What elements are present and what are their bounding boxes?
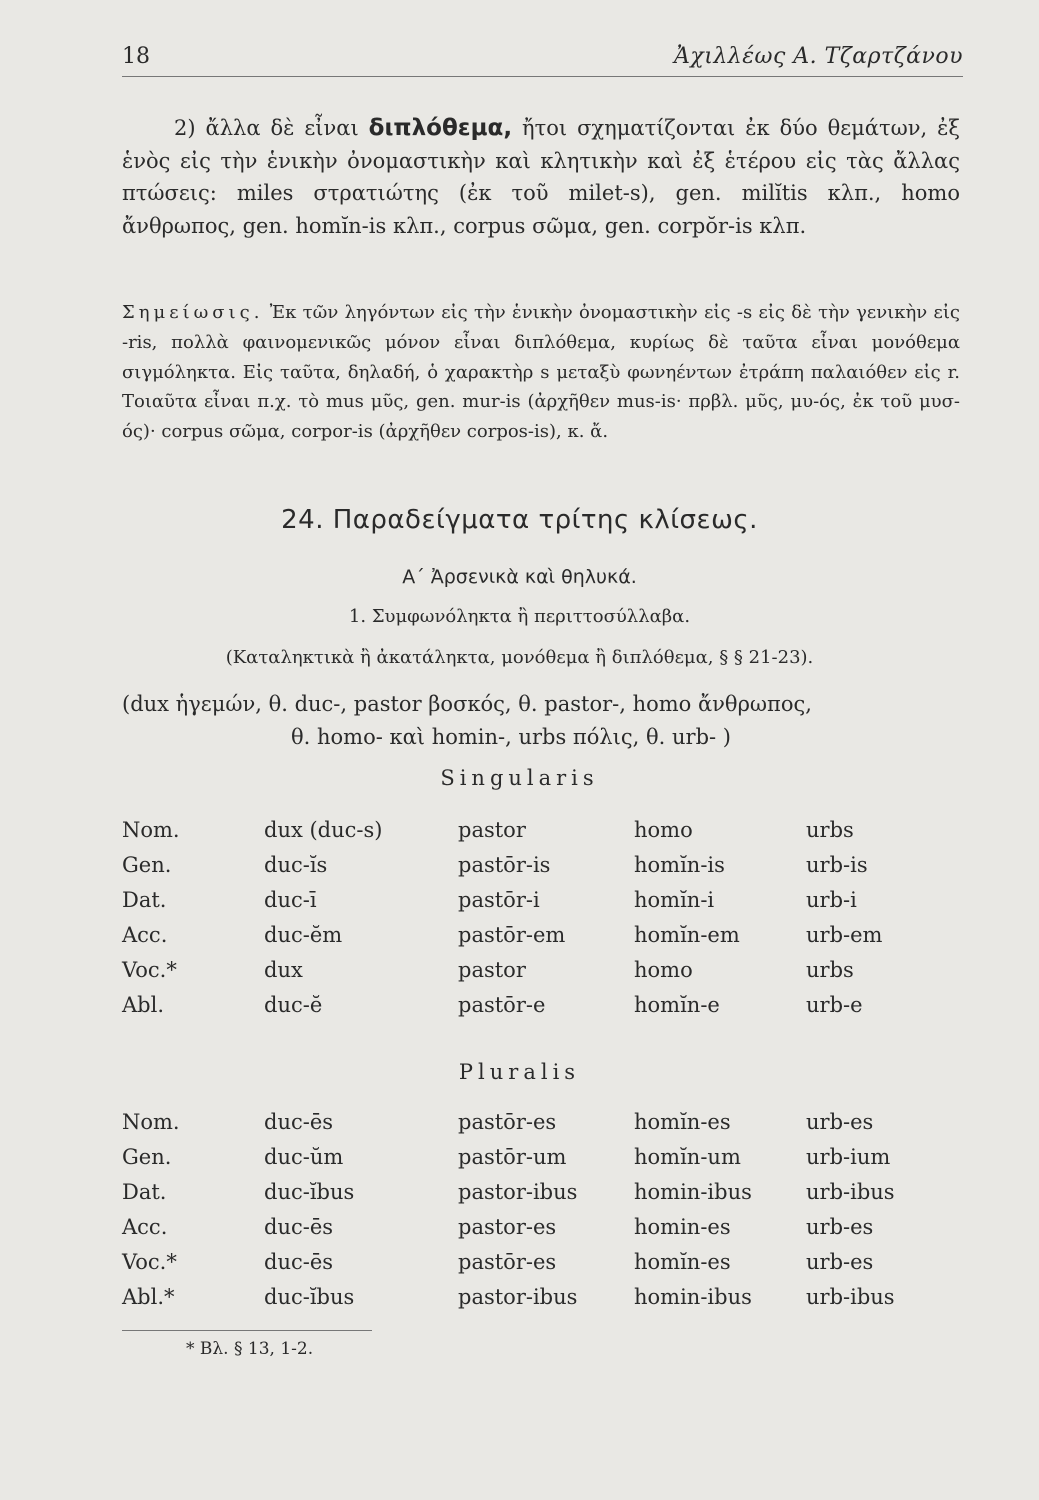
table-cell: pastor — [458, 957, 526, 982]
table-cell: pastor-ibus — [458, 1284, 578, 1309]
paragraph-text — [122, 112, 960, 242]
table-cell: homĭn-es — [634, 1249, 731, 1274]
table-cell: pastōr-em — [458, 922, 566, 947]
table-cell: duc-ĭbus — [264, 1179, 355, 1204]
case-label: Acc. — [122, 922, 168, 947]
case-label: Gen. — [122, 1144, 172, 1169]
stems-line-1: (dux ἡγεμών, θ. duc-, pastor βοσκός, θ. pastor-, homo ἄνθρωπος, — [122, 692, 812, 716]
subheading-reference: (Καταληκτικὰ ἢ ἀκατάληκτα, μονόθεμα ἢ διπλόθεμα, § § 21-23). — [225, 647, 814, 668]
table-row — [122, 812, 956, 847]
case-label: Nom. — [122, 1109, 180, 1134]
singularis-heading: Singularis — [440, 766, 599, 790]
table-row — [122, 1209, 956, 1244]
case-label: Nom. — [122, 817, 180, 842]
table-cell: homo — [634, 817, 693, 842]
footnote-rule — [122, 1330, 372, 1331]
table-cell: duc-ŭm — [264, 1144, 344, 1169]
case-label: Abl.* — [122, 1284, 175, 1309]
table-cell: pastōr-es — [458, 1109, 557, 1134]
table-cell: urb-em — [806, 922, 883, 947]
table-cell: dux — [264, 957, 303, 982]
table-cell: urb-es — [806, 1249, 874, 1274]
case-label: Voc.* — [122, 1249, 177, 1274]
case-label: Voc.* — [122, 957, 177, 982]
page-header — [122, 44, 963, 74]
singularis-rows — [122, 812, 956, 1022]
table-row — [122, 1174, 956, 1209]
table-cell: urb-is — [806, 852, 868, 877]
running-head: Ἀχιλλέως Α. Τζαρτζάνου — [674, 44, 963, 69]
table-cell: duc-ī — [264, 887, 317, 912]
table-row — [122, 1279, 956, 1314]
table-cell: homo — [634, 957, 693, 982]
note-text: Ἐκ τῶν ληγόντων εἰς τὴν ἑνικὴν ὀνομαστικὴν εἰς -s εἰς δὲ τὴν γενικὴν εἰς -ris, πολλὰ φαινομενικῶς μόνον εἶναι διπλόθεμα, κυρίως δὲ ταῦτα εἶναι μονόθεμα σιγμόληκτα. Εἰς ταῦτα, δηλαδή, ὁ χαρακτὴρ s μεταξὺ φωνηέντων ἐτράπη παλαιόθεν εἰς r. Τοιαῦτα εἶναι π.χ. τὸ mus μῦς, gen. mur-is (ἀρχῆθεν mus-is· πρβλ. μῦς, μυ-ός, ἐκ τοῦ μυσ-ός)· corpus σῶμα, corpor-is (ἀρχῆθεν corpos-is), κ. ἄ. — [122, 302, 960, 443]
case-label: Dat. — [122, 887, 167, 912]
table-cell: urb-es — [806, 1214, 874, 1239]
pluralis-rows — [122, 1104, 956, 1314]
table-cell: homin-ibus — [634, 1284, 752, 1309]
paragraph-lead: 2) ἄλλα δὲ εἶναι — [174, 116, 369, 140]
table-cell: duc-ĭs — [264, 852, 328, 877]
term-diplothema: διπλόθεμα, — [368, 115, 513, 141]
table-cell: pastōr-i — [458, 887, 540, 912]
stems-line-2: θ. homo- καὶ homin-, urbs πόλις, θ. urb- ) — [291, 725, 731, 749]
table-cell: homin-ibus — [634, 1179, 752, 1204]
case-label: Gen. — [122, 852, 172, 877]
pluralis-heading: Pluralis — [458, 1060, 581, 1084]
table-cell: pastōr-es — [458, 1249, 557, 1274]
table-cell: dux (duc-s) — [264, 817, 383, 842]
table-cell: duc-ĭbus — [264, 1284, 355, 1309]
table-cell: urbs — [806, 817, 854, 842]
singularis-table — [122, 812, 956, 1022]
section-title: 24. Παραδείγματα τρίτης κλίσεως. — [281, 505, 758, 535]
table-cell: pastor-es — [458, 1214, 557, 1239]
table-row — [122, 917, 956, 952]
table-cell: homĭn-e — [634, 992, 720, 1017]
table-row — [122, 1244, 956, 1279]
table-row — [122, 882, 956, 917]
note-label: Σημείωσις. — [122, 302, 264, 323]
table-cell: duc-ēs — [264, 1109, 334, 1134]
table-cell: urb-e — [806, 992, 863, 1017]
table-cell: urbs — [806, 957, 854, 982]
subheading-consonant-stems: 1. Συμφωνόληκτα ἢ περιττοσύλλαβα. — [348, 606, 691, 627]
note-paragraph — [122, 298, 960, 447]
table-cell: pastor-ibus — [458, 1179, 578, 1204]
paragraph-rest: ἤτοι σχηματίζονται ἐκ δύο θεμάτων, ἐξ ἑνὸς εἰς τὴν ἑνικὴν ὀνομαστικὴν καὶ κλητικὴν καὶ ἐξ ἑτέρου εἰς τὰς ἄλλας πτώσεις: miles στρατιώτης (ἐκ τοῦ milet-s), gen. milĭtis κλπ., homo ἄνθρωπος, gen. homĭn-is κλπ., corpus σῶμα, gen. corpŏr-is κλπ. — [122, 116, 960, 238]
table-row — [122, 1139, 956, 1174]
table-cell: duc-ēs — [264, 1214, 334, 1239]
table-cell: pastor — [458, 817, 526, 842]
stems-list — [122, 688, 960, 754]
table-cell: homĭn-es — [634, 1109, 731, 1134]
subheading-genders: Α΄ Ἀρσενικὰ καὶ θηλυκά. — [402, 566, 637, 588]
case-label: Acc. — [122, 1214, 168, 1239]
table-cell: urb-ibus — [806, 1179, 895, 1204]
paragraph-diplothema — [122, 112, 960, 242]
case-label: Dat. — [122, 1179, 167, 1204]
page-number: 18 — [122, 44, 150, 69]
table-cell: homĭn-em — [634, 922, 740, 947]
table-cell: homĭn-i — [634, 887, 715, 912]
table-cell: urb-es — [806, 1109, 874, 1134]
table-row — [122, 847, 956, 882]
table-cell: urb-ibus — [806, 1284, 895, 1309]
table-cell: duc-ĕ — [264, 992, 323, 1017]
header-rule — [122, 76, 963, 77]
table-cell: pastōr-is — [458, 852, 551, 877]
table-row — [122, 952, 956, 987]
footnote: * Βλ. § 13, 1-2. — [186, 1339, 314, 1359]
table-cell: urb-ium — [806, 1144, 891, 1169]
case-label: Abl. — [122, 992, 164, 1017]
table-cell: urb-i — [806, 887, 857, 912]
table-row — [122, 1104, 956, 1139]
table-cell: homĭn-um — [634, 1144, 741, 1169]
table-cell: duc-ĕm — [264, 922, 343, 947]
table-cell: homĭn-is — [634, 852, 725, 877]
table-cell: pastōr-um — [458, 1144, 567, 1169]
table-cell: pastōr-e — [458, 992, 546, 1017]
table-row — [122, 987, 956, 1022]
table-cell: duc-ēs — [264, 1249, 334, 1274]
table-cell: homin-es — [634, 1214, 731, 1239]
pluralis-table — [122, 1104, 956, 1314]
